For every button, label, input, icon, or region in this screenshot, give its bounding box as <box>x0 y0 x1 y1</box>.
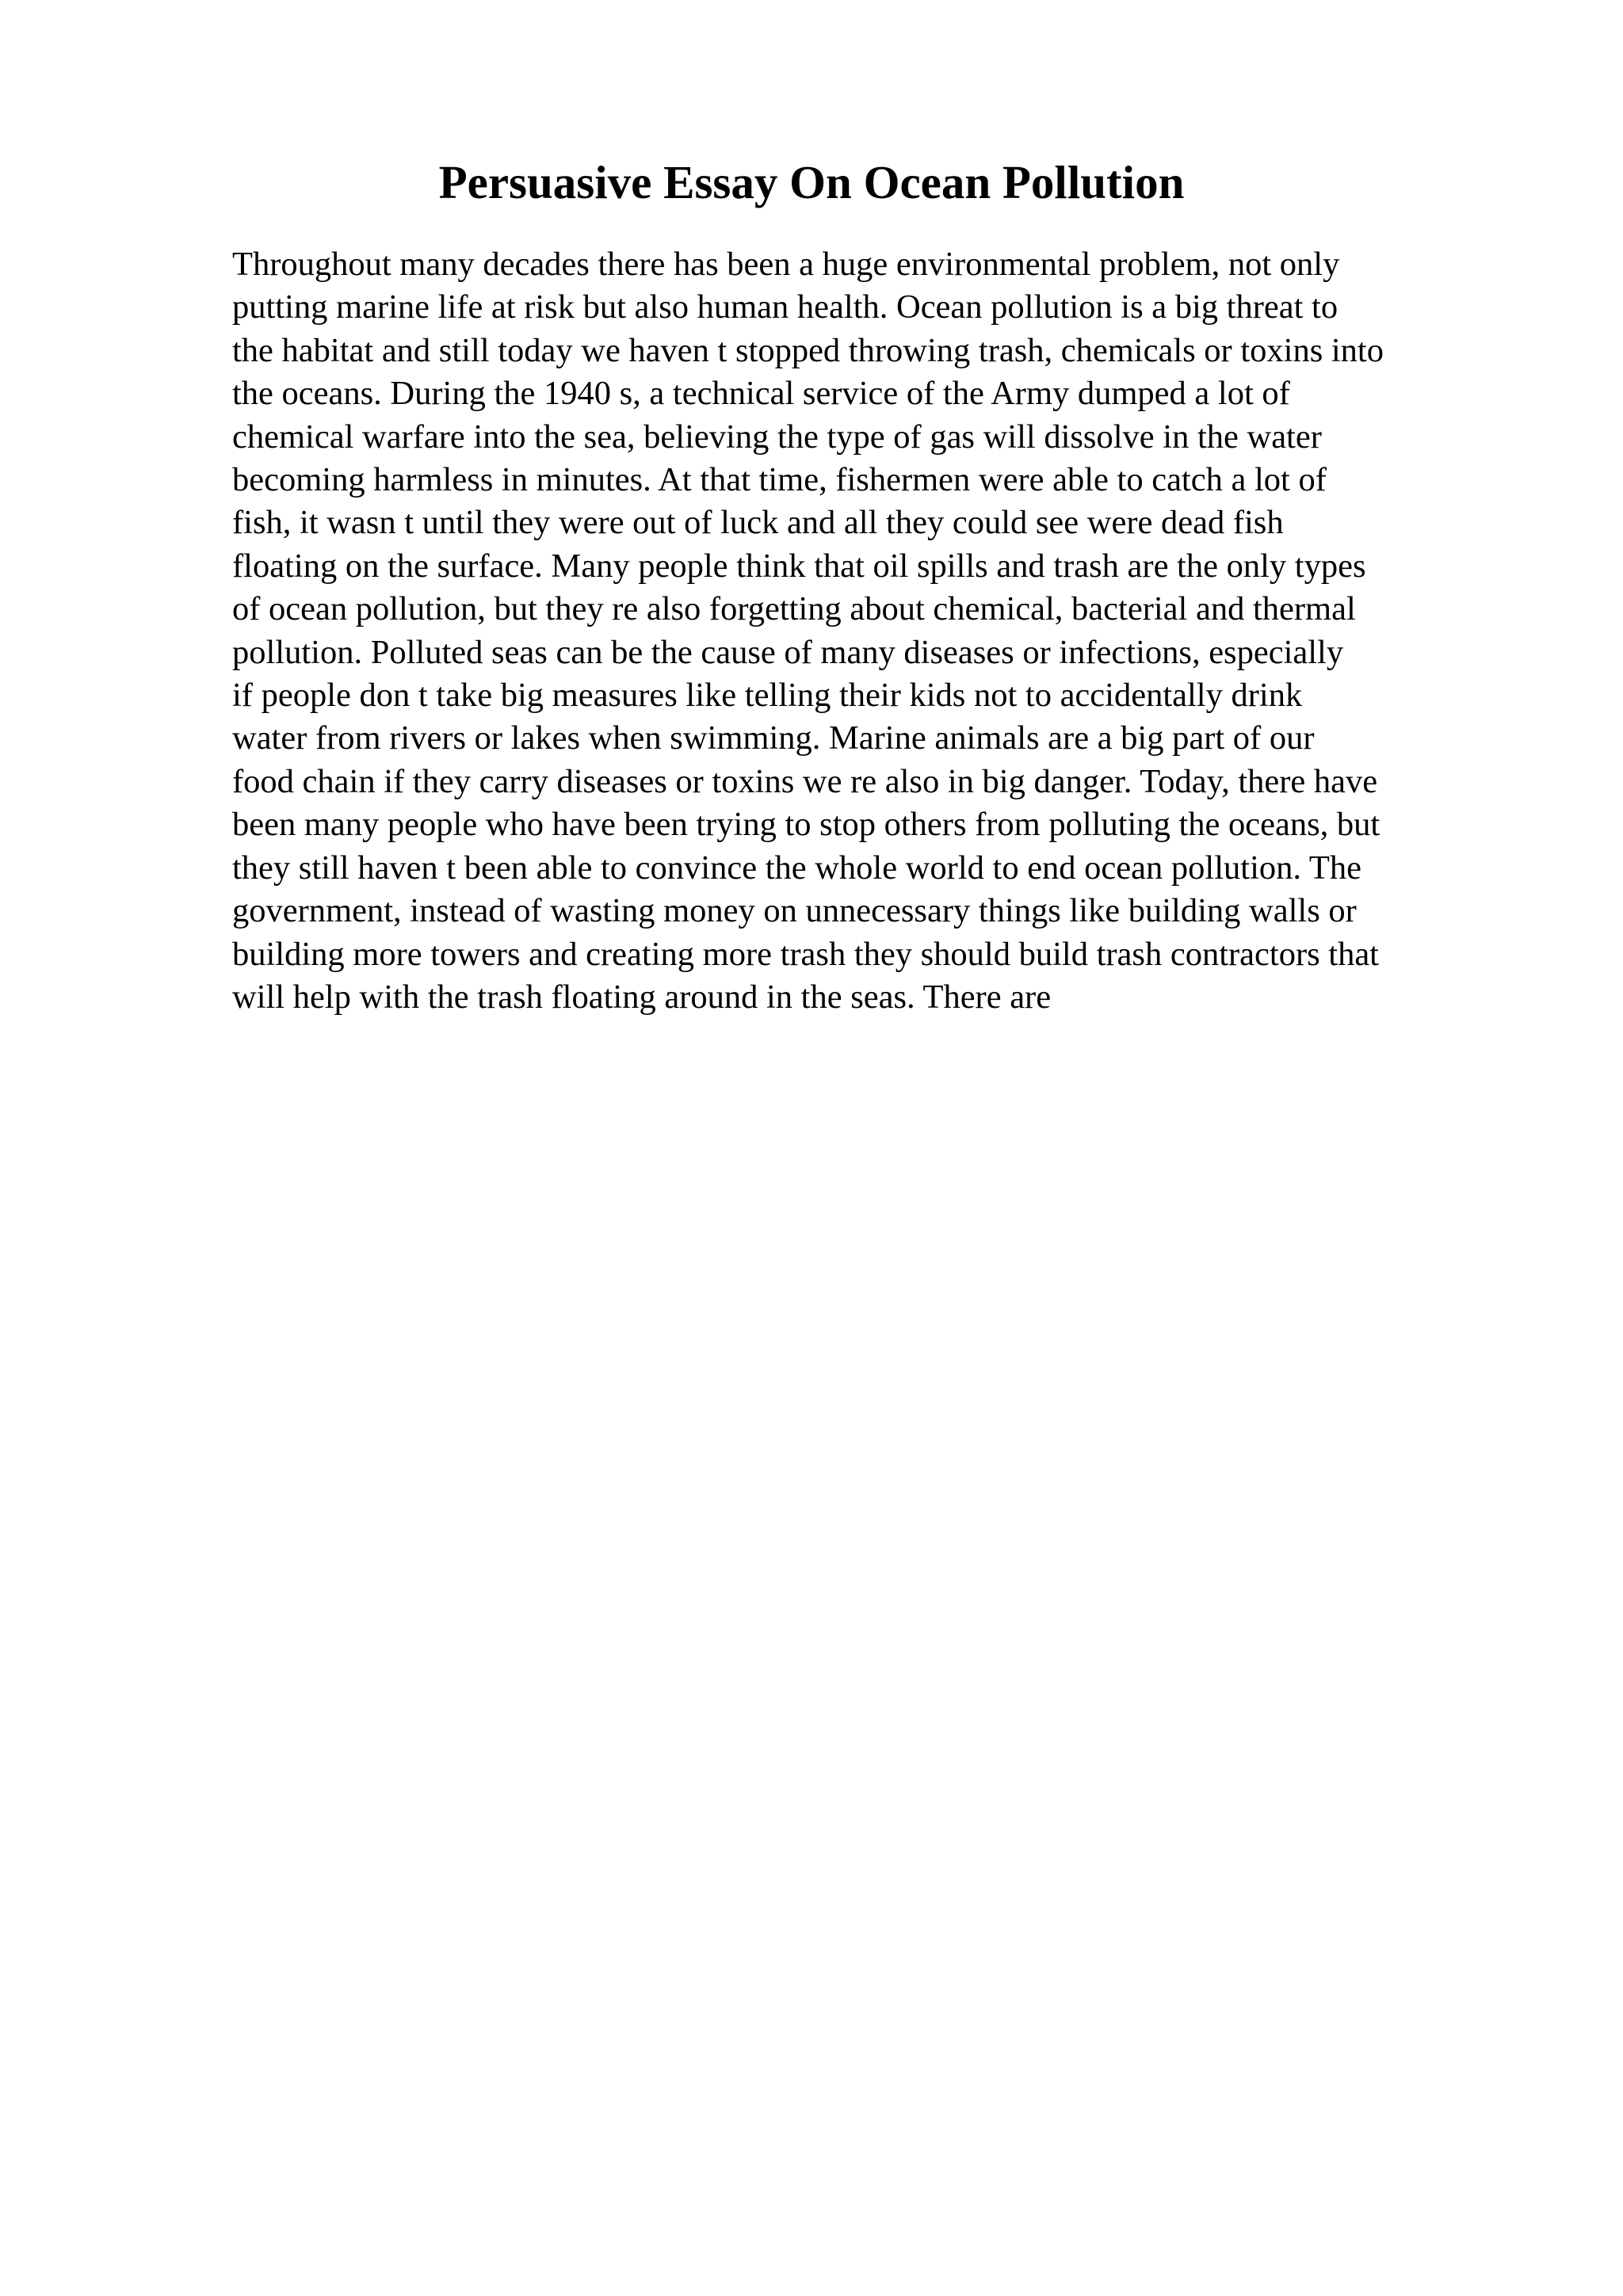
essay-line: floating on the surface. Many people think that oil spills and trash are the only types <box>232 547 1366 585</box>
essay-line: the habitat and still today we haven t stopped throwing trash, chemicals or toxins into <box>232 331 1384 369</box>
essay-line: fish, it wasn t until they were out of luck and all they could see were dead fish <box>232 504 1284 542</box>
essay-line: Throughout many decades there has been a huge environmental problem, not only <box>232 246 1340 283</box>
essay-line: of ocean pollution, but they re also forgetting about chemical, bacterial and thermal <box>232 590 1356 628</box>
essay-line: will help with the trash floating around in the seas. There are <box>232 978 1052 1016</box>
essay-body <box>232 243 1516 1019</box>
essay-line: they still haven t been able to convince the whole world to end ocean pollution. The <box>232 849 1361 887</box>
essay-line: been many people who have been trying to stop others from polluting the oceans, but <box>232 806 1381 844</box>
essay-line: pollution. Polluted seas can be the cause of many diseases or infections, especially <box>232 633 1344 671</box>
essay-line: the oceans. During the 1940 s, a technical service of the Army dumped a lot of <box>232 375 1290 413</box>
essay-line: food chain if they carry diseases or toxins we re also in big danger. Today, there have <box>232 762 1378 800</box>
essay-line: if people don t take big measures like telling their kids not to accidentally drink <box>232 677 1303 715</box>
essay-line: water from rivers or lakes when swimming. Marine animals are a big part of our <box>232 719 1315 757</box>
essay-line: becoming harmless in minutes. At that time, fishermen were able to catch a lot of <box>232 461 1327 499</box>
document-title: Persuasive Essay On Ocean Pollution <box>438 156 1185 208</box>
essay-line: building more towers and creating more trash they should build trash contractors that <box>232 935 1379 973</box>
essay-line: putting marine life at risk but also human health. Ocean pollution is a big threat to <box>232 288 1338 326</box>
essay-line: chemical warfare into the sea, believing the type of gas will dissolve in the water <box>232 418 1322 456</box>
essay-line: government, instead of wasting money on unnecessary things like building walls or <box>232 892 1357 930</box>
